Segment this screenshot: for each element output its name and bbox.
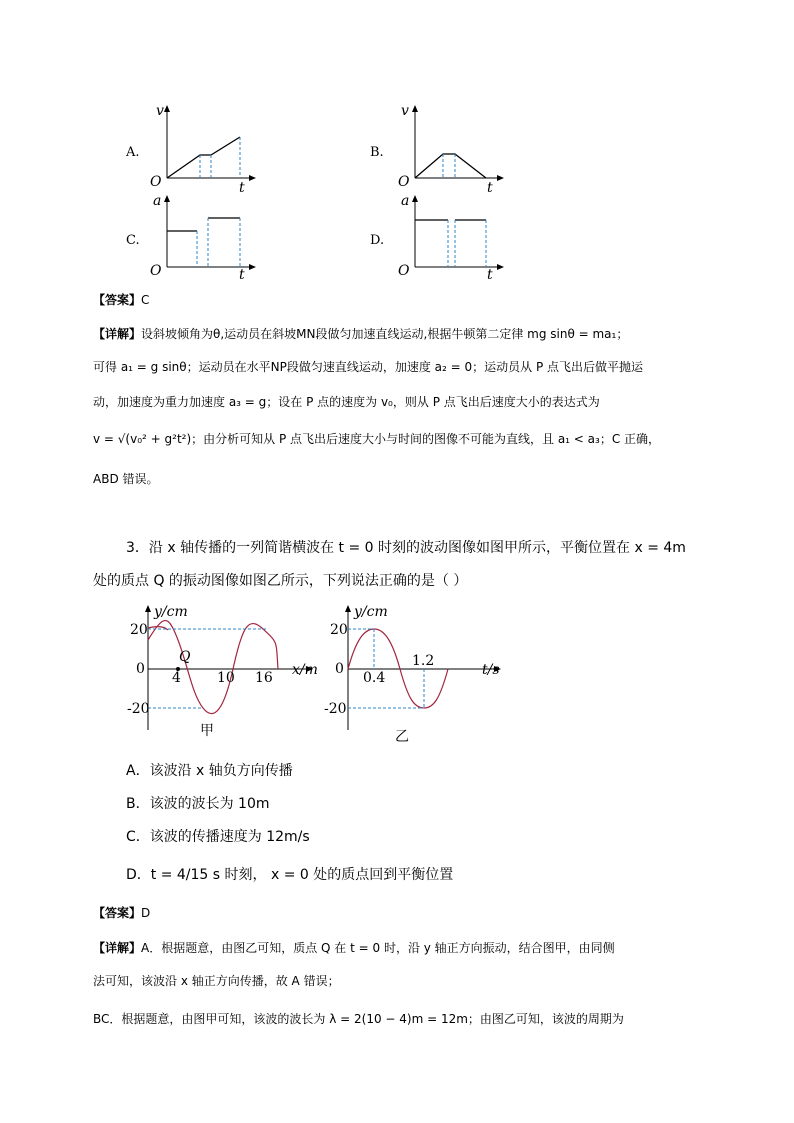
graph-b-xlabel: t — [487, 180, 493, 196]
graph-b-ylabel: v — [401, 103, 409, 119]
answer-value: D — [141, 906, 151, 920]
yi-ytick-neg20: -20 — [324, 701, 347, 717]
jia-ytick-20: 20 — [130, 622, 148, 638]
option-c-label: C. — [126, 233, 140, 248]
jia-ytick-0: 0 — [136, 661, 145, 677]
yi-xlabel: t/s — [482, 662, 500, 678]
q2-detail-line-3: 动，加速度为重力加速度 a₃ = g；设在 P 点的速度为 v₀，则从 P 点飞出后速度大小的表达式为 — [93, 395, 600, 409]
answer-value: C — [141, 293, 150, 307]
graph-b-origin: O — [398, 174, 410, 190]
q3-detail-line-3: BC．根据题意，由图甲可知，该波的波长为 λ = 2(10 − 4)m = 12m；由图乙可知，该波的周期为 — [93, 1012, 624, 1026]
jia-xtick-4: 4 — [172, 670, 181, 686]
answer-tag: 【答案】 — [93, 906, 142, 920]
q3-detail-line-2: 法可知，该波沿 x 轴正方向传播，故 A 错误； — [93, 974, 340, 988]
answer-tag: 【答案】 — [93, 293, 142, 307]
jia-xlabel: x/m — [292, 662, 318, 678]
yi-caption: 乙 — [395, 729, 409, 745]
jia-xtick-10: 10 — [217, 670, 235, 686]
graph-d-xlabel: t — [487, 267, 493, 283]
detail-tag: 【详解】 — [93, 327, 142, 341]
graph-c-origin: O — [150, 263, 162, 279]
jia-ytick-neg20: -20 — [127, 701, 150, 717]
q3-stem-line-1: 3．沿 x 轴传播的一列简谐横波在 t = 0 时刻的波动图像如图甲所示，平衡位置在 x = 4m — [126, 540, 686, 556]
graph-a-origin: O — [150, 174, 162, 190]
q2-detail-line-4: v = √(v₀² + g²t²)；由分析可知从 P 点飞出后速度大小与时间的图像不可能为直线，且 a₁ < a₃；C 正确， — [93, 432, 661, 446]
option-a-label: A. — [126, 145, 140, 160]
jia-xtick-16: 16 — [255, 670, 273, 686]
yi-xtick-1-2: 1.2 — [412, 653, 435, 669]
graph-d-origin: O — [398, 263, 410, 279]
q2-detail-line-2: 可得 a₁ = g sinθ；运动员在水平NP段做匀速直线运动，加速度 a₂ = 0；运动员从 P 点飞出后做平抛运 — [93, 360, 644, 374]
q2-detail-line-5: ABD 错误。 — [93, 472, 159, 486]
graph-c-a-t — [145, 190, 265, 280]
graph-a-ylabel: v — [156, 103, 164, 119]
option-d-label: D. — [370, 233, 385, 248]
graph-c-xlabel: t — [239, 267, 245, 283]
q3-option-c: C．该波的传播速度为 12m/s — [126, 829, 310, 845]
yi-ytick-0: 0 — [335, 661, 344, 677]
q2-detail-line-1: 【详解】设斜坡倾角为θ,运动员在斜坡MN段做匀加速直线运动,根据牛顿第二定律 mg sinθ = ma₁； — [93, 327, 629, 341]
q3-detail-line-1: 【详解】A．根据题意，由图乙可知，质点 Q 在 t = 0 时，沿 y 轴正方向振动，结合图甲，由同侧 — [93, 941, 615, 955]
graph-d-a-t — [393, 190, 513, 280]
point-q-label: Q — [179, 649, 191, 665]
graph-a-xlabel: t — [239, 180, 245, 196]
graph-a-curve — [167, 137, 240, 178]
q3-option-a: A．该波沿 x 轴负方向传播 — [126, 763, 293, 779]
q2-answer — [93, 291, 149, 308]
yi-ytick-20: 20 — [330, 622, 348, 638]
yi-xtick-0-4: 0.4 — [363, 670, 386, 686]
detail-tag: 【详解】 — [93, 941, 142, 955]
wave-curve — [148, 621, 278, 714]
q3-option-b: B．该波的波长为 10m — [126, 796, 270, 812]
option-b-label: B. — [370, 145, 384, 160]
jia-caption: 甲 — [200, 723, 214, 739]
graph-b-v-t — [393, 100, 513, 190]
graph-c-ylabel: a — [153, 193, 162, 209]
jia-ylabel: y/cm — [154, 604, 188, 620]
q3-option-d: D．t = 4/15 s 时刻， x = 0 处的质点回到平衡位置 — [126, 867, 454, 883]
q3-answer — [93, 904, 150, 921]
yi-ylabel: y/cm — [354, 604, 388, 620]
graph-b-curve — [415, 154, 486, 178]
graph-d-ylabel: a — [401, 193, 410, 209]
q3-stem-line-2: 处的质点 Q 的振动图像如图乙所示，下列说法正确的是（ ） — [93, 573, 468, 589]
